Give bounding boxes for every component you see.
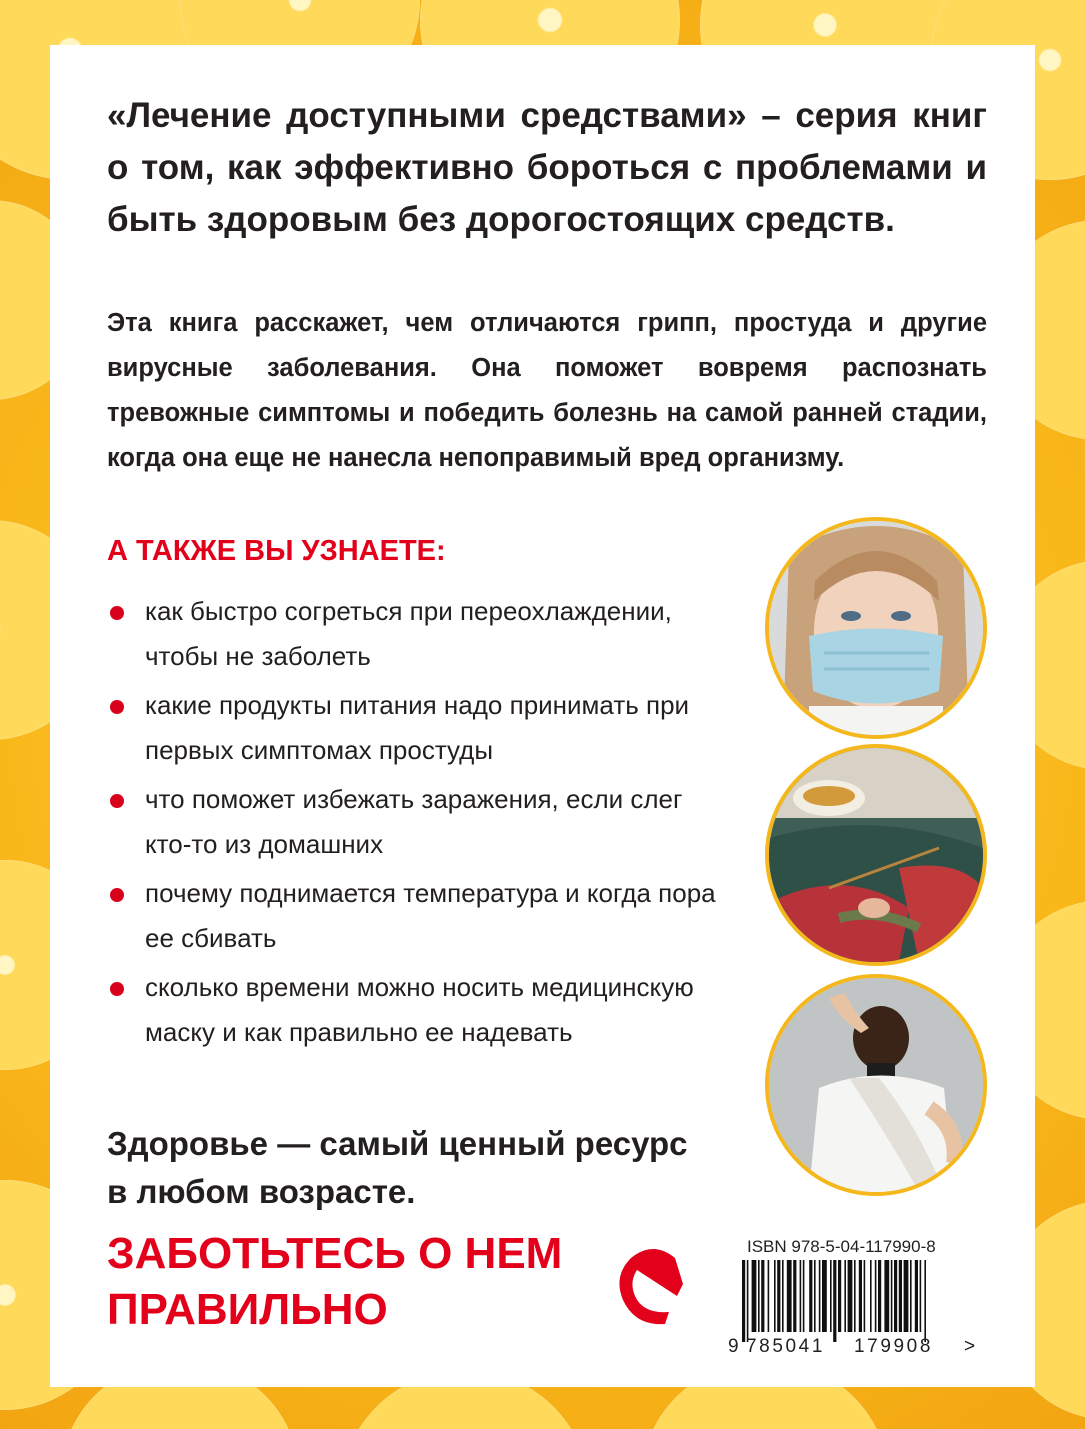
book-description: Эта книга расскажет, чем отличаются грипп, простуда и другие вирусные заболевания. Она поможет вовремя распознать тревожные симптомы и победить болезнь на самой ранней стадии, когда она еще не нанесла непоправимый вред организму. — [107, 309, 987, 472]
list-item: почему поднимается температура и когда пора ее сбивать — [107, 871, 727, 961]
bullet-dot-icon — [110, 606, 124, 620]
list-item: что поможет избежать заражения, если слег кто-то из домашних — [107, 777, 727, 867]
slogan: ЗАБОТЬТЕСЬ О НЕМ ПРАВИЛЬНО — [107, 1229, 563, 1334]
barcode-digit-group-2: 179908 — [854, 1336, 934, 1357]
photo-knitting-tea — [765, 744, 987, 966]
barcode-arrow: > — [964, 1336, 976, 1357]
list-item: как быстро согреться при переохлаждении, чтобы не заболеть — [107, 589, 727, 679]
barcode-icon — [728, 1260, 988, 1342]
list-item: сколько времени можно носить медицинскую маску и как правильно ее надевать — [107, 965, 727, 1055]
series-intro: «Лечение доступными средствами» – серия книг о том, как эффективно бороться с проблемами и быть здоровым без дорогостоящих средств. — [107, 96, 987, 239]
isbn-label: ISBN 978-5-04-117990-8 — [747, 1237, 936, 1256]
barcode-digit-group-1: 785041 — [746, 1336, 826, 1357]
photo-woman-mask — [765, 517, 987, 739]
also-heading: А ТАКЖЕ ВЫ УЗНАЕТЕ: — [107, 535, 446, 567]
health-statement: Здоровье — самый ценный ресурс в любом возрасте. — [107, 1125, 688, 1210]
barcode-digit-first: 9 — [728, 1336, 739, 1357]
eksmo-logo-icon — [617, 1240, 689, 1345]
bullet-dot-icon — [110, 982, 124, 996]
bullet-dot-icon — [110, 794, 124, 808]
photo-woman-towel — [765, 974, 987, 1196]
list-item: какие продукты питания надо принимать при первых симптомах простуды — [107, 683, 727, 773]
back-cover-panel — [50, 45, 1035, 1387]
bullet-list — [107, 589, 727, 1059]
bullet-dot-icon — [110, 888, 124, 902]
bullet-dot-icon — [110, 700, 124, 714]
